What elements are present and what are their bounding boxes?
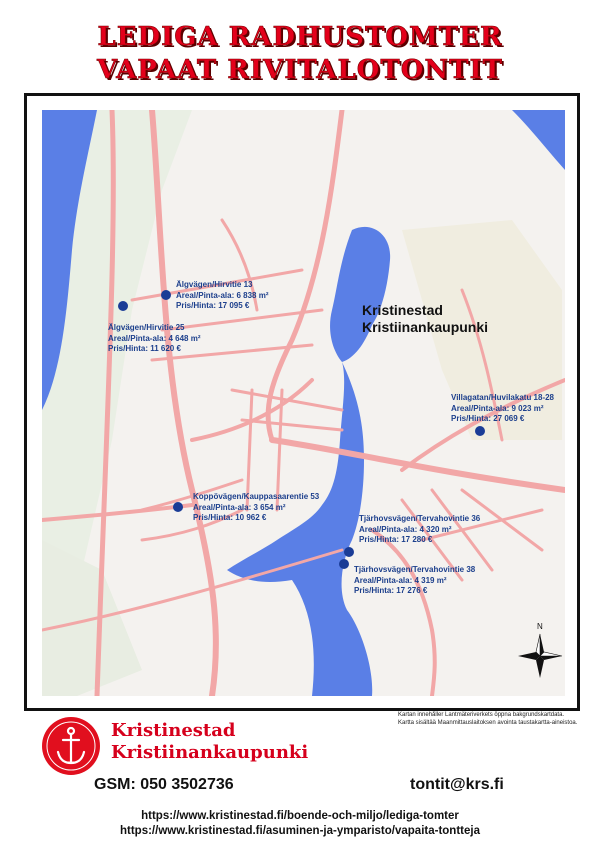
city-name-finnish: Kristiinankaupunki: [362, 319, 489, 335]
brand-name-finnish: Kristiinankaupunki: [111, 742, 309, 763]
plot-marker[interactable]: [475, 426, 485, 436]
map: [42, 110, 565, 696]
plot-marker[interactable]: [161, 290, 171, 300]
anchor-seal-icon: [41, 716, 101, 776]
plot-marker[interactable]: [118, 301, 128, 311]
credits-swedish: Kartan innehåller Lantmäteriverkets öppna bakgrundskartdata.: [398, 712, 565, 718]
plot-street: Villagatan/Huvilakatu 18-28: [451, 393, 555, 402]
city-label: [362, 302, 488, 336]
plot-street: Tjärhovsvägen/Tervahovintie 36: [359, 514, 481, 523]
plot-label: [354, 565, 475, 597]
plot-street: Koppövägen/Kauppasaarentie 53: [193, 492, 320, 501]
plot-marker[interactable]: [344, 547, 354, 557]
plot-label: [193, 492, 319, 524]
page-title-finnish: VAPAAT RIVITALOTONTIT: [96, 55, 504, 85]
plot-price: Pris/Hinta: 17 276 €: [354, 586, 428, 595]
brand-name-swedish: Kristinestad: [111, 720, 236, 741]
plot-price: Pris/Hinta: 17 280 €: [359, 535, 433, 544]
plot-street: Tjärhovsvägen/Tervahovintie 38: [354, 565, 476, 574]
plot-area: Areal/Pinta-ala: 6 838 m²: [176, 290, 269, 300]
link-finnish[interactable]: https://www.kristinestad.fi/asuminen-ja-ymparisto/vapaita-tontteja: [120, 825, 480, 837]
brand-name: [111, 720, 308, 764]
plot-street: Älgvägen/Hirvitie 13: [176, 280, 253, 289]
map-credits: [398, 712, 577, 727]
north-label: N: [537, 622, 543, 631]
contact-email[interactable]: tontit@krs.fi: [410, 776, 504, 793]
plot-price: Pris/Hinta: 11 620 €: [108, 344, 181, 353]
plot-marker[interactable]: [173, 502, 183, 512]
link-swedish[interactable]: https://www.kristinestad.fi/boende-och-miljo/lediga-tomter: [141, 810, 459, 822]
page-title-swedish: LEDIGA RADHUSTOMTER: [97, 22, 503, 52]
plot-area: Areal/Pinta-ala: 4 319 m²: [354, 575, 447, 585]
plot-marker[interactable]: [339, 559, 349, 569]
plot-area: Areal/Pinta-ala: 4 648 m²: [108, 333, 201, 343]
plot-label: [359, 514, 480, 546]
plot-area: Areal/Pinta-ala: 4 320 m²: [359, 524, 452, 534]
plot-street: Älgvägen/Hirvitie 25: [108, 323, 185, 332]
plot-label: [176, 280, 268, 312]
contact-phone: GSM: 050 3502736: [94, 776, 234, 793]
plot-price: Pris/Hinta: 27 069 €: [451, 414, 525, 423]
map-frame: [24, 93, 580, 711]
plot-area: Areal/Pinta-ala: 3 654 m²: [193, 502, 286, 512]
city-name-swedish: Kristinestad: [362, 302, 443, 318]
plot-label: [108, 323, 200, 355]
plot-area: Areal/Pinta-ala: 9 023 m²: [451, 403, 544, 413]
credits-finnish: Kartta sisältää Maanmittauslaitoksen avointa taustakartta-aineistoa.: [398, 719, 578, 726]
plot-price: Pris/Hinta: 17 095 €: [176, 301, 250, 310]
plot-price: Pris/Hinta: 10 962 €: [193, 513, 267, 522]
plot-label: [451, 393, 554, 425]
